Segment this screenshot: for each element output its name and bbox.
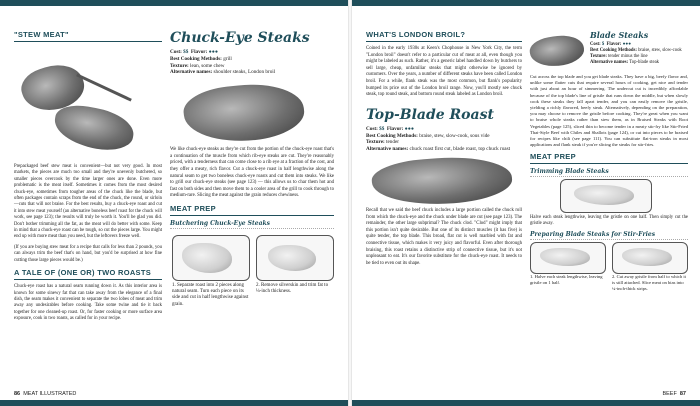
methods-label: Best Cooking Methods: bbox=[590, 48, 637, 53]
blade-steaks-header bbox=[530, 30, 688, 74]
chuck-eye-title: Chuck-Eye Steaks bbox=[170, 30, 310, 46]
section-name: BEEF bbox=[662, 391, 677, 397]
trimming-subheading: Trimming Blade Steaks bbox=[530, 168, 688, 177]
flavor-label: Flavor: bbox=[606, 42, 622, 47]
bottom-bar bbox=[0, 400, 348, 406]
meat-prep-heading-right: MEAT PREP bbox=[530, 152, 688, 164]
chuck-eye-meta bbox=[170, 49, 334, 76]
london-broil-heading: WHAT'S LONDON BROIL? bbox=[366, 30, 522, 42]
texture-label: Texture: bbox=[366, 139, 385, 146]
alt-names-label: Alternative names: bbox=[366, 146, 409, 153]
blade-steaks-title: Blade Steaks bbox=[590, 30, 649, 40]
texture-label: Texture: bbox=[170, 62, 189, 69]
left-column-1 bbox=[14, 30, 162, 327]
texture-value: lean, some chew bbox=[190, 62, 225, 69]
step-1-caption: 1. Separate roast into 2 pieces along natural seam. Turn each piece on its side and cut in half lengthwise against grain. bbox=[172, 282, 249, 307]
alt-names-value: shoulder steaks, London broil bbox=[213, 69, 276, 76]
right-folio bbox=[662, 391, 686, 397]
methods-label: Best Cooking Methods: bbox=[170, 55, 222, 62]
left-page bbox=[0, 0, 348, 406]
stew-meat-text-2: (If you are buying stew meat for a recipe that calls for less than 2 pounds, you can always trim the beef that's on hand, but you'd be surprised at how fine cutting those large pieces would be.) bbox=[14, 244, 162, 263]
right-page-number: 87 bbox=[679, 391, 686, 397]
cost-label: Cost: bbox=[590, 42, 601, 47]
trimming-illustration bbox=[530, 179, 688, 215]
left-folio bbox=[14, 391, 76, 397]
blade-steaks-info bbox=[590, 30, 688, 69]
flavor-label: Flavor: bbox=[386, 125, 404, 132]
bottom-bar-right bbox=[352, 400, 700, 406]
top-blade-meta bbox=[366, 126, 522, 153]
blade-steaks-text: Cut across the top blade and you get blade steaks. They have a big, beefy flavor and, unlike some flatter cuts that require several hours of cooking, get nice and tender with just about an hour of simmering. The undercut cut is incredibly affordable because of the top blade's line of gristle that runs down the middle, but when slowly cook these steaks they fall apart tender, and you can easily remove the gristle, yielding a richly flavored, beefy steak. Alternatively, depending on the preparation, you may choose to remove the gristle before cooking. They're great when you want to braise whole steaks rather than stew them, as in Braised Steaks with Root Vegetables (page 125), sliced thin to become tender in a meaty stir-fry like Stir-Fried Thai-Style Beef with Chiles and Shallots (page 124), or cut into pieces to be braised for recipes like chili (see page 111). You can substitute flat-iron steaks in most applications and flank steak if you're slicing the steaks for stir-fries. bbox=[530, 74, 688, 148]
tale-heading: A TALE OF (ONE OR) TWO ROASTS bbox=[14, 268, 162, 280]
flavor-rating-icon: ●●● bbox=[404, 125, 415, 132]
blade-steak-image bbox=[528, 32, 586, 71]
methods-value: grill bbox=[223, 55, 232, 62]
meat-prep-heading: MEAT PREP bbox=[170, 204, 334, 216]
alt-names-value: Top-blade steak bbox=[629, 60, 659, 65]
flavor-label: Flavor: bbox=[190, 49, 208, 55]
tale-text: Chuck-eye roast has a natural seam running down it. As this interior area is known for some sinewy fat that can take away from the elegance of a final dish, the seam makes it convenient to separate the two lobes of meat and trim away any undesirables before cooking. Take some twine and tie it back together for one cleaned-up roast. Or, for faster cooking or more surface area exposure, cook in two roasts, as called for in your recipe. bbox=[14, 284, 162, 322]
stew-meat-illustration bbox=[14, 46, 162, 164]
butchering-subheading: Butchering Chuck-Eye Steaks bbox=[170, 220, 334, 229]
cost-rating-icon: $$ bbox=[183, 49, 189, 55]
cost-label: Cost: bbox=[170, 49, 182, 55]
texture-value: tender minus the line bbox=[608, 54, 648, 59]
stew-meat-text: Prepackaged beef stew meat is convenient—but not very good. In most markets, the pieces are much too small and they're unevenly butchered, so smaller pieces overcook by the time larger ones are done. Even more problematic is the meat itself. Sometimes it comes from the most desired chuck-eye, sometimes from tougher areas of the chuck like the blade, but often packages contain scraps from the end of the chuck, the round, or sirloin—cuts that will not braise. For the best results, buy a chuck-eye roast and cut it into stew meat yourself (an alternative boneless beef roast for the chuck will work, see page 123); the results will truly be worth it. You'll be glad you did. Don't bother trimming all the fat, as the meat will do better with some. Keep in mind that a chuck-eye roast can be tough, so cut the pieces large. You might end up with more meat than you need, but the leftovers freeze well. bbox=[14, 164, 162, 240]
right-column-2 bbox=[530, 30, 688, 294]
cost-rating-icon: $ bbox=[601, 42, 605, 47]
top-bar-right bbox=[352, 0, 700, 6]
top-blade-title: Top-Blade Roast bbox=[366, 106, 494, 123]
alt-names-value: chuck roast first cut, blade roast, top chuck roast bbox=[409, 146, 511, 153]
stir-fry-step-1-caption: 1. Halve each steak lengthwise, leaving gristle on 1 half. bbox=[530, 274, 603, 286]
texture-value: tender bbox=[386, 139, 399, 146]
chuck-eye-text: We like chuck-eye steaks as they're cut from the portion of the chuck-eye roast that's a continuation of the muscle from which rib-eye steaks are cut. They're reasonably priced, with a tenderness that can come close to a rib eye at a fraction of the cost, and they offer a meaty, rich flavor. Cut a chuck-eye roast in half lengthwise along the natural seam to get two boneless chuck-eye roasts and cut them into steaks. We like to grill our chuck-eye steaks (see page 123) — this allows us to char them hot and fast on both sides and then move them to a cooler area of the grill to cook through to medium-rare. Slicing the meat against the grain reduces chewiness. bbox=[170, 147, 334, 199]
chuck-eye-steak-image bbox=[181, 79, 306, 147]
methods-value: braise, stew, slow-cook bbox=[638, 48, 682, 53]
right-page bbox=[352, 0, 700, 406]
flavor-rating-icon: ●●● bbox=[208, 49, 219, 55]
methods-value: braise, stew, slow-cook, sous vide bbox=[419, 132, 490, 139]
stir-fry-steps bbox=[530, 242, 688, 294]
right-column-1 bbox=[366, 30, 522, 271]
left-column-2 bbox=[170, 30, 334, 315]
trimming-caption: Halve each steak lengthwise, leaving the gristle on one half. Then simply cut the gristle away. bbox=[530, 215, 688, 227]
top-blade-roast-image bbox=[371, 153, 514, 209]
alt-names-label: Alternative names: bbox=[590, 60, 629, 65]
knife-icon bbox=[76, 73, 132, 101]
texture-label: Texture: bbox=[590, 54, 607, 59]
top-blade-photo bbox=[366, 156, 522, 208]
step-2-caption: 2. Remove silverskin and trim fat to ¼-inch thickness. bbox=[256, 282, 329, 295]
left-page-number: 86 bbox=[14, 391, 21, 397]
stew-meat-heading: "STEW MEAT" bbox=[14, 30, 162, 42]
chuck-eye-photo bbox=[170, 79, 334, 147]
stir-fry-step-2-caption: 2. Cut away gristle from half to which it is still attached. Slice meat on bias into ¼-inch-thick strips. bbox=[612, 274, 686, 292]
top-blade-text: Recall that we said the beef chuck includes a large portion called the chuck roll from which the chuck-eye and the chuck under blade are cut (see page 123). The remainder, the other large subprimal? The chuck clod. "Clod" might imply that this portion isn't quite desirable. But one of its distinct muscles (it has five) is quite tender, the top blade. This broad, flat cut is well marbled with fat and connective tissue, which makes it very juicy and flavorful. Even after thorough braising, this roast retains a distinctive strip of connective tissue, but it's not unpleasant to eat. It's our favorite substitute for the chuck-eye roast. It needs to be tied to even out its shape. bbox=[366, 207, 522, 266]
methods-label: Best Cooking Methods: bbox=[366, 132, 418, 139]
blade-steaks-meta bbox=[590, 42, 688, 66]
london-broil-text: Coined in the early 1930s at Keen's Chophouse in New York City, the term "London broil" doesn't refer to a particular cut of meat at all, even though you might be labeled as such. Rather, it's a generic label handled down by butchers to sell large, cheap, unfamiliar steaks that might otherwise be ignored by customers. Over the years, a number of different steaks have been called London broil. For a while, flank steak was the most common, but flank's popularity bumped its price out of the London broil range. Now, you'll mostly see chuck steak, top round steak, and bottom round steak labeled as London broil. bbox=[366, 46, 522, 98]
alt-names-label: Alternative names: bbox=[170, 69, 213, 76]
butchering-steps bbox=[170, 231, 334, 315]
stew-meat-pieces bbox=[51, 101, 137, 154]
top-bar bbox=[0, 0, 348, 6]
book-title: MEAT ILLUSTRATED bbox=[23, 391, 77, 397]
flavor-rating-icon: ●●● bbox=[622, 42, 632, 47]
cost-rating-icon: $$ bbox=[379, 125, 385, 132]
stir-fry-subheading: Preparing Blade Steaks for Stir-Fries bbox=[530, 231, 688, 240]
cost-label: Cost: bbox=[366, 125, 378, 132]
